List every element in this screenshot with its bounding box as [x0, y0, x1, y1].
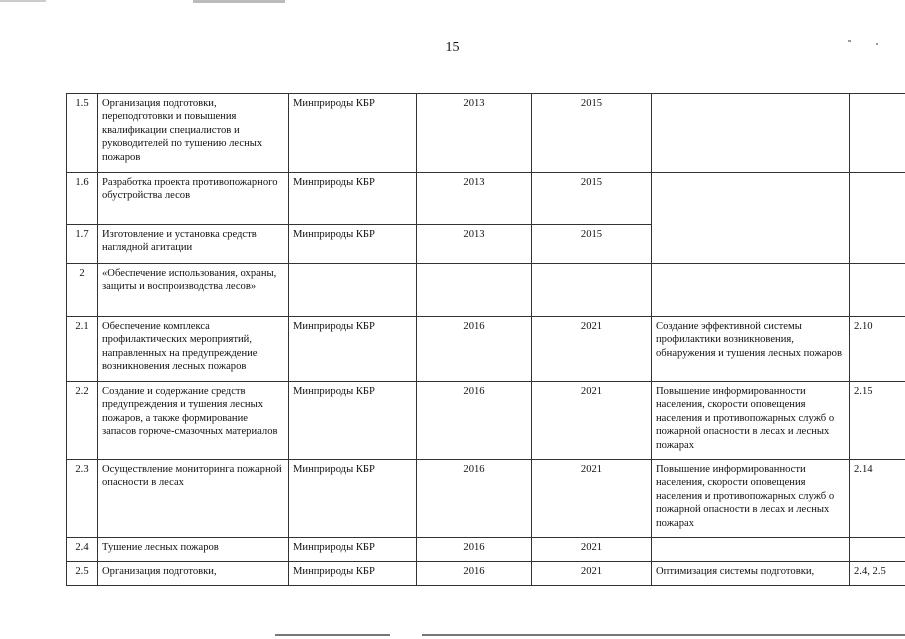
row-number: 2.3	[67, 460, 98, 538]
end-year	[532, 264, 652, 317]
page-number: 15	[445, 40, 460, 55]
table-row	[67, 317, 905, 382]
row-number: 1.7	[67, 225, 98, 264]
row-number: 2.5	[67, 562, 98, 586]
end-year: 2015	[532, 94, 652, 173]
row-number: 2.4	[67, 538, 98, 562]
start-year: 2013	[417, 173, 532, 225]
start-year: 2016	[417, 317, 532, 382]
activity-name: Изготовление и установка средств наглядной агитации	[98, 225, 289, 264]
expected-result: Создание эффективной системы профилактики возникновения, обнаружения и тушения лесных пожаров	[652, 317, 850, 382]
table-row	[67, 382, 905, 460]
activity-name: Разработка проекта противопожарного обустройства лесов	[98, 173, 289, 225]
end-year: 2021	[532, 382, 652, 460]
end-year: 2021	[532, 460, 652, 538]
row-number: 2	[67, 264, 98, 317]
row-number: 2.2	[67, 382, 98, 460]
start-year: 2013	[417, 225, 532, 264]
start-year: 2016	[417, 538, 532, 562]
expected-result: Повышение информированности населения, скорости оповещения населения и противопожарных служб о пожарной опасности в лесах и лесных пожарах	[652, 382, 850, 460]
table-row	[67, 94, 905, 173]
executor: Минприроды КБР	[289, 317, 417, 382]
scan-artifact	[0, 0, 46, 2]
activity-name: Организация подготовки, переподготовки и повышения квалификации специалистов и руководителей по тушению лесных пожаров	[98, 94, 289, 173]
expected-result: Оптимизация системы подготовки,	[652, 562, 850, 586]
row-number: 2.1	[67, 317, 98, 382]
executor: Минприроды КБР	[289, 173, 417, 225]
activity-name: Осуществление мониторинга пожарной опасности в лесах	[98, 460, 289, 538]
start-year: 2016	[417, 382, 532, 460]
program-activities-table	[66, 93, 905, 586]
table-row	[67, 173, 905, 225]
expected-result	[652, 94, 850, 173]
executor: Минприроды КБР	[289, 94, 417, 173]
activity-name: Обеспечение комплекса профилактических мероприятий, направленных на предупреждение возникновения лесных пожаров	[98, 317, 289, 382]
indicator	[850, 94, 905, 173]
indicator	[850, 264, 905, 317]
table-row	[67, 538, 905, 562]
page-divider	[275, 634, 390, 636]
end-year: 2021	[532, 562, 652, 586]
scan-artifact	[193, 0, 285, 3]
activity-name: Организация подготовки,	[98, 562, 289, 586]
page-divider	[422, 634, 905, 636]
expected-result	[652, 538, 850, 562]
activity-name: Тушение лесных пожаров	[98, 538, 289, 562]
start-year: 2016	[417, 562, 532, 586]
end-year: 2021	[532, 317, 652, 382]
start-year: 2013	[417, 94, 532, 173]
end-year: 2021	[532, 538, 652, 562]
indicator: 2.14	[850, 460, 905, 538]
indicator	[850, 538, 905, 562]
activity-name: «Обеспечение использования, охраны, защиты и воспроизводства лесов»	[98, 264, 289, 317]
row-number: 1.6	[67, 173, 98, 225]
table-row	[67, 264, 905, 317]
activity-name: Создание и содержание средств предупреждения и тушения лесных пожаров, а также формирование запасов горюче-смазочных материалов	[98, 382, 289, 460]
executor: Минприроды КБР	[289, 538, 417, 562]
row-number: 1.5	[67, 94, 98, 173]
executor	[289, 264, 417, 317]
end-year: 2015	[532, 225, 652, 264]
table-row	[67, 460, 905, 538]
start-year: 2016	[417, 460, 532, 538]
table-row	[67, 562, 905, 586]
executor: Минприроды КБР	[289, 225, 417, 264]
executor: Минприроды КБР	[289, 562, 417, 586]
expected-result	[652, 264, 850, 317]
start-year	[417, 264, 532, 317]
executor: Минприроды КБР	[289, 460, 417, 538]
expected-result: Повышение информированности населения, скорости оповещения населения и противопожарных служб о пожарной опасности в лесах и лесных пожарах	[652, 460, 850, 538]
expected-result	[652, 173, 850, 264]
executor: Минприроды КБР	[289, 382, 417, 460]
indicator: 2.4, 2.5	[850, 562, 905, 586]
indicator	[850, 173, 905, 264]
indicator: 2.15	[850, 382, 905, 460]
end-year: 2015	[532, 173, 652, 225]
indicator: 2.10	[850, 317, 905, 382]
